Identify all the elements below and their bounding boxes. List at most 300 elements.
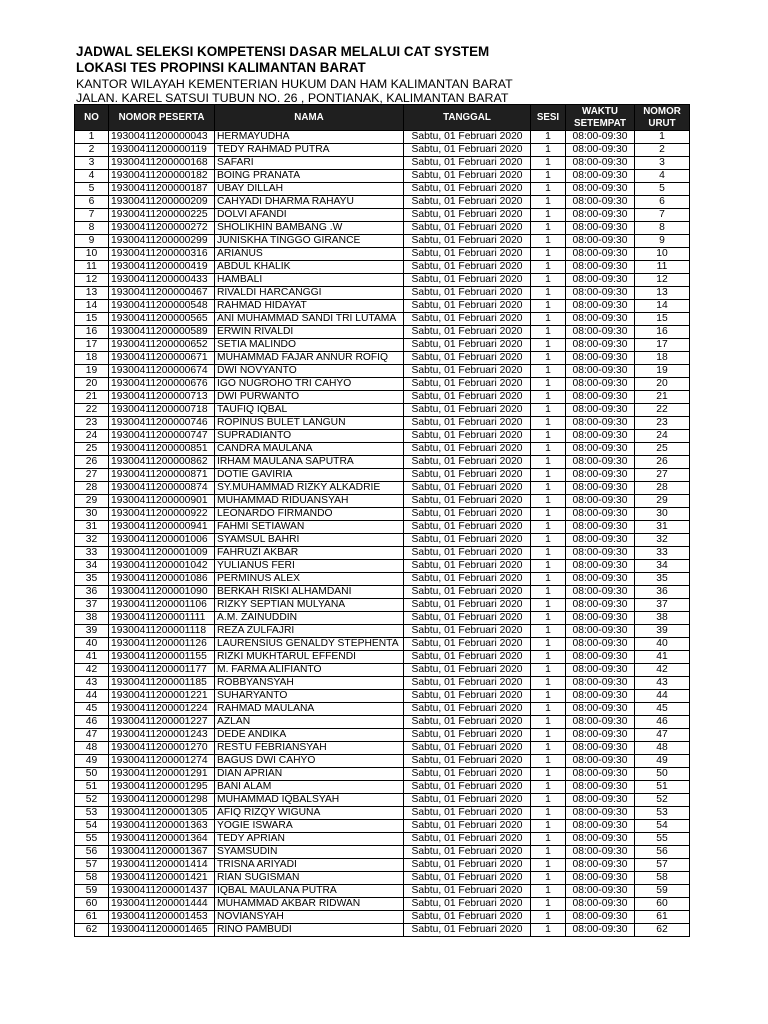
cell-nomor-peserta: 19300411200001106 bbox=[109, 599, 215, 612]
cell-sesi: 1 bbox=[531, 599, 566, 612]
cell-waktu: 08:00-09:30 bbox=[566, 495, 635, 508]
cell-nama: A.M. ZAINUDDIN bbox=[215, 612, 404, 625]
table-row bbox=[75, 456, 690, 469]
cell-nomor-urut: 52 bbox=[635, 794, 690, 807]
cell-nomor-urut: 19 bbox=[635, 365, 690, 378]
cell-no: 42 bbox=[75, 664, 109, 677]
cell-nomor-peserta: 19300411200001421 bbox=[109, 872, 215, 885]
cell-nomor-peserta: 19300411200001126 bbox=[109, 638, 215, 651]
cell-nomor-peserta: 19300411200000043 bbox=[109, 131, 215, 144]
cell-waktu: 08:00-09:30 bbox=[566, 183, 635, 196]
cell-nama: DWI PURWANTO bbox=[215, 391, 404, 404]
cell-waktu: 08:00-09:30 bbox=[566, 560, 635, 573]
cell-waktu: 08:00-09:30 bbox=[566, 534, 635, 547]
cell-waktu: 08:00-09:30 bbox=[566, 703, 635, 716]
cell-nama: IGO NUGROHO TRI CAHYO bbox=[215, 378, 404, 391]
cell-tanggal: Sabtu, 01 Februari 2020 bbox=[404, 599, 531, 612]
cell-sesi: 1 bbox=[531, 729, 566, 742]
cell-nomor-peserta: 19300411200000168 bbox=[109, 157, 215, 170]
cell-nama: DWI NOVYANTO bbox=[215, 365, 404, 378]
cell-nomor-urut: 33 bbox=[635, 547, 690, 560]
cell-sesi: 1 bbox=[531, 703, 566, 716]
cell-nomor-peserta: 19300411200000225 bbox=[109, 209, 215, 222]
cell-waktu: 08:00-09:30 bbox=[566, 300, 635, 313]
cell-nama: UBAY DILLAH bbox=[215, 183, 404, 196]
cell-no: 3 bbox=[75, 157, 109, 170]
cell-waktu: 08:00-09:30 bbox=[566, 261, 635, 274]
table-row bbox=[75, 222, 690, 235]
cell-tanggal: Sabtu, 01 Februari 2020 bbox=[404, 885, 531, 898]
cell-nama: CANDRA MAULANA bbox=[215, 443, 404, 456]
cell-waktu: 08:00-09:30 bbox=[566, 716, 635, 729]
cell-sesi: 1 bbox=[531, 261, 566, 274]
table-row bbox=[75, 157, 690, 170]
table-row bbox=[75, 196, 690, 209]
cell-no: 6 bbox=[75, 196, 109, 209]
cell-sesi: 1 bbox=[531, 235, 566, 248]
cell-tanggal: Sabtu, 01 Februari 2020 bbox=[404, 677, 531, 690]
cell-no: 8 bbox=[75, 222, 109, 235]
cell-nomor-urut: 15 bbox=[635, 313, 690, 326]
cell-tanggal: Sabtu, 01 Februari 2020 bbox=[404, 612, 531, 625]
cell-sesi: 1 bbox=[531, 560, 566, 573]
cell-no: 19 bbox=[75, 365, 109, 378]
cell-sesi: 1 bbox=[531, 313, 566, 326]
cell-sesi: 1 bbox=[531, 638, 566, 651]
cell-waktu: 08:00-09:30 bbox=[566, 352, 635, 365]
cell-tanggal: Sabtu, 01 Februari 2020 bbox=[404, 742, 531, 755]
cell-no: 54 bbox=[75, 820, 109, 833]
cell-waktu: 08:00-09:30 bbox=[566, 690, 635, 703]
cell-tanggal: Sabtu, 01 Februari 2020 bbox=[404, 404, 531, 417]
cell-waktu: 08:00-09:30 bbox=[566, 248, 635, 261]
cell-nama: LEONARDO FIRMANDO bbox=[215, 508, 404, 521]
cell-no: 60 bbox=[75, 898, 109, 911]
cell-nomor-urut: 7 bbox=[635, 209, 690, 222]
cell-waktu: 08:00-09:30 bbox=[566, 365, 635, 378]
cell-nama: TRISNA ARIYADI bbox=[215, 859, 404, 872]
cell-nomor-peserta: 19300411200000747 bbox=[109, 430, 215, 443]
cell-nama: SHOLIKHIN BAMBANG .W bbox=[215, 222, 404, 235]
cell-tanggal: Sabtu, 01 Februari 2020 bbox=[404, 300, 531, 313]
cell-tanggal: Sabtu, 01 Februari 2020 bbox=[404, 391, 531, 404]
cell-sesi: 1 bbox=[531, 573, 566, 586]
cell-nomor-peserta: 19300411200000299 bbox=[109, 235, 215, 248]
cell-nomor-peserta: 19300411200000182 bbox=[109, 170, 215, 183]
table-row bbox=[75, 144, 690, 157]
cell-nomor-urut: 22 bbox=[635, 404, 690, 417]
cell-nomor-peserta: 19300411200001221 bbox=[109, 690, 215, 703]
cell-sesi: 1 bbox=[531, 183, 566, 196]
cell-nomor-urut: 41 bbox=[635, 651, 690, 664]
cell-waktu: 08:00-09:30 bbox=[566, 872, 635, 885]
cell-nomor-urut: 11 bbox=[635, 261, 690, 274]
cell-no: 33 bbox=[75, 547, 109, 560]
col-header-urut-line2: URUT bbox=[648, 117, 676, 129]
col-header-waktu-line2: SETEMPAT bbox=[574, 117, 626, 129]
cell-sesi: 1 bbox=[531, 833, 566, 846]
cell-no: 51 bbox=[75, 781, 109, 794]
cell-nomor-peserta: 19300411200001086 bbox=[109, 573, 215, 586]
cell-waktu: 08:00-09:30 bbox=[566, 612, 635, 625]
cell-sesi: 1 bbox=[531, 157, 566, 170]
cell-nomor-peserta: 19300411200001155 bbox=[109, 651, 215, 664]
cell-nomor-urut: 8 bbox=[635, 222, 690, 235]
cell-no: 49 bbox=[75, 755, 109, 768]
cell-nomor-peserta: 19300411200001227 bbox=[109, 716, 215, 729]
cell-nomor-peserta: 19300411200000901 bbox=[109, 495, 215, 508]
office-address: JALAN. KAREL SATSUI TUBUN NO. 26 , PONTIANAK, KALIMANTAN BARAT bbox=[76, 91, 509, 105]
table-row bbox=[75, 729, 690, 742]
cell-nomor-peserta: 19300411200001270 bbox=[109, 742, 215, 755]
cell-tanggal: Sabtu, 01 Februari 2020 bbox=[404, 456, 531, 469]
cell-waktu: 08:00-09:30 bbox=[566, 781, 635, 794]
cell-no: 41 bbox=[75, 651, 109, 664]
table-row bbox=[75, 898, 690, 911]
cell-nomor-peserta: 19300411200001364 bbox=[109, 833, 215, 846]
document-subtitle: LOKASI TES PROPINSI KALIMANTAN BARAT bbox=[76, 60, 366, 75]
cell-sesi: 1 bbox=[531, 495, 566, 508]
cell-nomor-urut: 2 bbox=[635, 144, 690, 157]
cell-nomor-urut: 29 bbox=[635, 495, 690, 508]
cell-sesi: 1 bbox=[531, 781, 566, 794]
cell-waktu: 08:00-09:30 bbox=[566, 404, 635, 417]
cell-no: 32 bbox=[75, 534, 109, 547]
cell-no: 29 bbox=[75, 495, 109, 508]
cell-nomor-peserta: 19300411200000674 bbox=[109, 365, 215, 378]
cell-sesi: 1 bbox=[531, 651, 566, 664]
cell-sesi: 1 bbox=[531, 625, 566, 638]
cell-nama: CAHYADI DHARMA RAHAYU bbox=[215, 196, 404, 209]
cell-nomor-peserta: 19300411200001274 bbox=[109, 755, 215, 768]
cell-nomor-urut: 23 bbox=[635, 417, 690, 430]
table-row bbox=[75, 430, 690, 443]
cell-tanggal: Sabtu, 01 Februari 2020 bbox=[404, 794, 531, 807]
cell-no: 16 bbox=[75, 326, 109, 339]
cell-nomor-urut: 46 bbox=[635, 716, 690, 729]
cell-waktu: 08:00-09:30 bbox=[566, 222, 635, 235]
schedule-table bbox=[74, 104, 690, 937]
table-row bbox=[75, 261, 690, 274]
table-header bbox=[75, 105, 690, 131]
cell-sesi: 1 bbox=[531, 755, 566, 768]
cell-tanggal: Sabtu, 01 Februari 2020 bbox=[404, 235, 531, 248]
table-row bbox=[75, 612, 690, 625]
cell-nomor-urut: 47 bbox=[635, 729, 690, 742]
cell-no: 30 bbox=[75, 508, 109, 521]
cell-tanggal: Sabtu, 01 Februari 2020 bbox=[404, 729, 531, 742]
cell-tanggal: Sabtu, 01 Februari 2020 bbox=[404, 261, 531, 274]
cell-nomor-peserta: 19300411200001243 bbox=[109, 729, 215, 742]
cell-waktu: 08:00-09:30 bbox=[566, 326, 635, 339]
cell-nomor-peserta: 19300411200001363 bbox=[109, 820, 215, 833]
cell-tanggal: Sabtu, 01 Februari 2020 bbox=[404, 222, 531, 235]
table-row bbox=[75, 599, 690, 612]
cell-nomor-peserta: 19300411200000589 bbox=[109, 326, 215, 339]
cell-nama: SYAMSUDIN bbox=[215, 846, 404, 859]
table-row bbox=[75, 235, 690, 248]
cell-sesi: 1 bbox=[531, 807, 566, 820]
cell-nama: MUHAMMAD IQBALSYAH bbox=[215, 794, 404, 807]
cell-nomor-urut: 9 bbox=[635, 235, 690, 248]
cell-waktu: 08:00-09:30 bbox=[566, 859, 635, 872]
table-row bbox=[75, 482, 690, 495]
cell-waktu: 08:00-09:30 bbox=[566, 911, 635, 924]
cell-nomor-peserta: 19300411200001414 bbox=[109, 859, 215, 872]
table-row bbox=[75, 417, 690, 430]
cell-nomor-peserta: 19300411200000433 bbox=[109, 274, 215, 287]
cell-nomor-peserta: 19300411200001090 bbox=[109, 586, 215, 599]
table-row bbox=[75, 352, 690, 365]
cell-sesi: 1 bbox=[531, 820, 566, 833]
cell-no: 27 bbox=[75, 469, 109, 482]
cell-nomor-peserta: 19300411200000941 bbox=[109, 521, 215, 534]
cell-no: 13 bbox=[75, 287, 109, 300]
cell-no: 1 bbox=[75, 131, 109, 144]
cell-nomor-urut: 61 bbox=[635, 911, 690, 924]
cell-nomor-urut: 32 bbox=[635, 534, 690, 547]
cell-nomor-peserta: 19300411200001118 bbox=[109, 625, 215, 638]
cell-tanggal: Sabtu, 01 Februari 2020 bbox=[404, 911, 531, 924]
cell-sesi: 1 bbox=[531, 144, 566, 157]
cell-tanggal: Sabtu, 01 Februari 2020 bbox=[404, 157, 531, 170]
cell-nomor-urut: 36 bbox=[635, 586, 690, 599]
cell-nomor-peserta: 19300411200000119 bbox=[109, 144, 215, 157]
cell-nama: DOLVI AFANDI bbox=[215, 209, 404, 222]
cell-nama: MUHAMMAD AKBAR RIDWAN bbox=[215, 898, 404, 911]
cell-waktu: 08:00-09:30 bbox=[566, 417, 635, 430]
cell-waktu: 08:00-09:30 bbox=[566, 820, 635, 833]
col-header-nomor-peserta: NOMOR PESERTA bbox=[109, 105, 215, 131]
cell-tanggal: Sabtu, 01 Februari 2020 bbox=[404, 664, 531, 677]
cell-sesi: 1 bbox=[531, 924, 566, 937]
cell-no: 25 bbox=[75, 443, 109, 456]
cell-nama: BOING PRANATA bbox=[215, 170, 404, 183]
table-row bbox=[75, 924, 690, 937]
cell-tanggal: Sabtu, 01 Februari 2020 bbox=[404, 313, 531, 326]
cell-nama: RAHMAD MAULANA bbox=[215, 703, 404, 716]
cell-sesi: 1 bbox=[531, 898, 566, 911]
cell-sesi: 1 bbox=[531, 534, 566, 547]
cell-no: 48 bbox=[75, 742, 109, 755]
cell-sesi: 1 bbox=[531, 482, 566, 495]
cell-nomor-urut: 21 bbox=[635, 391, 690, 404]
cell-waktu: 08:00-09:30 bbox=[566, 625, 635, 638]
table-row bbox=[75, 859, 690, 872]
col-header-no: NO bbox=[75, 105, 109, 131]
cell-no: 20 bbox=[75, 378, 109, 391]
cell-waktu: 08:00-09:30 bbox=[566, 547, 635, 560]
cell-tanggal: Sabtu, 01 Februari 2020 bbox=[404, 131, 531, 144]
cell-no: 36 bbox=[75, 586, 109, 599]
cell-nomor-urut: 16 bbox=[635, 326, 690, 339]
cell-waktu: 08:00-09:30 bbox=[566, 144, 635, 157]
cell-sesi: 1 bbox=[531, 430, 566, 443]
cell-nama: IQBAL MAULANA PUTRA bbox=[215, 885, 404, 898]
cell-nomor-urut: 20 bbox=[635, 378, 690, 391]
cell-tanggal: Sabtu, 01 Februari 2020 bbox=[404, 534, 531, 547]
cell-tanggal: Sabtu, 01 Februari 2020 bbox=[404, 625, 531, 638]
cell-no: 23 bbox=[75, 417, 109, 430]
cell-waktu: 08:00-09:30 bbox=[566, 898, 635, 911]
cell-nama: ROPINUS BULET LANGUN bbox=[215, 417, 404, 430]
cell-nomor-peserta: 19300411200000718 bbox=[109, 404, 215, 417]
cell-sesi: 1 bbox=[531, 911, 566, 924]
cell-nama: FAHMI SETIAWAN bbox=[215, 521, 404, 534]
cell-nomor-urut: 51 bbox=[635, 781, 690, 794]
cell-nomor-urut: 53 bbox=[635, 807, 690, 820]
cell-tanggal: Sabtu, 01 Februari 2020 bbox=[404, 183, 531, 196]
cell-nama: SUHARYANTO bbox=[215, 690, 404, 703]
cell-sesi: 1 bbox=[531, 456, 566, 469]
cell-nama: M. FARMA ALIFIANTO bbox=[215, 664, 404, 677]
cell-nomor-peserta: 19300411200000187 bbox=[109, 183, 215, 196]
cell-nama: RIVALDI HARCANGGI bbox=[215, 287, 404, 300]
cell-waktu: 08:00-09:30 bbox=[566, 469, 635, 482]
cell-sesi: 1 bbox=[531, 274, 566, 287]
table-row bbox=[75, 638, 690, 651]
cell-no: 35 bbox=[75, 573, 109, 586]
cell-waktu: 08:00-09:30 bbox=[566, 586, 635, 599]
cell-nomor-peserta: 19300411200000922 bbox=[109, 508, 215, 521]
cell-nama: MUHAMMAD RIDUANSYAH bbox=[215, 495, 404, 508]
cell-nama: ABDUL KHALIK bbox=[215, 261, 404, 274]
table-row bbox=[75, 547, 690, 560]
cell-sesi: 1 bbox=[531, 846, 566, 859]
cell-nama: SYAMSUL BAHRI bbox=[215, 534, 404, 547]
cell-nama: ARIANUS bbox=[215, 248, 404, 261]
table-row bbox=[75, 703, 690, 716]
cell-sesi: 1 bbox=[531, 443, 566, 456]
cell-waktu: 08:00-09:30 bbox=[566, 677, 635, 690]
cell-nomor-peserta: 19300411200000316 bbox=[109, 248, 215, 261]
office-name: KANTOR WILAYAH KEMENTERIAN HUKUM DAN HAM KALIMANTAN BARAT bbox=[76, 77, 513, 91]
cell-waktu: 08:00-09:30 bbox=[566, 924, 635, 937]
cell-tanggal: Sabtu, 01 Februari 2020 bbox=[404, 846, 531, 859]
table-row bbox=[75, 846, 690, 859]
cell-waktu: 08:00-09:30 bbox=[566, 287, 635, 300]
cell-nomor-urut: 34 bbox=[635, 560, 690, 573]
cell-nama: RIZKY SEPTIAN MULYANA bbox=[215, 599, 404, 612]
cell-nomor-urut: 6 bbox=[635, 196, 690, 209]
cell-nomor-urut: 42 bbox=[635, 664, 690, 677]
cell-waktu: 08:00-09:30 bbox=[566, 846, 635, 859]
cell-nomor-peserta: 19300411200001453 bbox=[109, 911, 215, 924]
cell-nomor-peserta: 19300411200001006 bbox=[109, 534, 215, 547]
cell-nomor-urut: 10 bbox=[635, 248, 690, 261]
cell-nama: MUHAMMAD FAJAR ANNUR ROFIQ bbox=[215, 352, 404, 365]
cell-sesi: 1 bbox=[531, 872, 566, 885]
cell-nama: REZA ZULFAJRI bbox=[215, 625, 404, 638]
cell-nama: ERWIN RIVALDI bbox=[215, 326, 404, 339]
cell-no: 46 bbox=[75, 716, 109, 729]
cell-nomor-urut: 12 bbox=[635, 274, 690, 287]
table-row bbox=[75, 625, 690, 638]
table-row bbox=[75, 651, 690, 664]
table-row bbox=[75, 287, 690, 300]
cell-nomor-urut: 31 bbox=[635, 521, 690, 534]
cell-nomor-peserta: 19300411200000548 bbox=[109, 300, 215, 313]
cell-tanggal: Sabtu, 01 Februari 2020 bbox=[404, 326, 531, 339]
cell-no: 10 bbox=[75, 248, 109, 261]
cell-tanggal: Sabtu, 01 Februari 2020 bbox=[404, 469, 531, 482]
cell-nomor-peserta: 19300411200000467 bbox=[109, 287, 215, 300]
cell-tanggal: Sabtu, 01 Februari 2020 bbox=[404, 768, 531, 781]
cell-nomor-urut: 62 bbox=[635, 924, 690, 937]
cell-nomor-peserta: 19300411200000272 bbox=[109, 222, 215, 235]
cell-no: 24 bbox=[75, 430, 109, 443]
table-row bbox=[75, 807, 690, 820]
cell-nomor-peserta: 19300411200001437 bbox=[109, 885, 215, 898]
cell-nomor-urut: 1 bbox=[635, 131, 690, 144]
cell-tanggal: Sabtu, 01 Februari 2020 bbox=[404, 248, 531, 261]
cell-nama: TAUFIQ IQBAL bbox=[215, 404, 404, 417]
cell-waktu: 08:00-09:30 bbox=[566, 755, 635, 768]
table-row bbox=[75, 820, 690, 833]
cell-nama: YULIANUS FERI bbox=[215, 560, 404, 573]
cell-nama: AZLAN bbox=[215, 716, 404, 729]
cell-nomor-urut: 27 bbox=[635, 469, 690, 482]
cell-nomor-urut: 25 bbox=[635, 443, 690, 456]
cell-sesi: 1 bbox=[531, 222, 566, 235]
cell-tanggal: Sabtu, 01 Februari 2020 bbox=[404, 144, 531, 157]
cell-nama: RIAN SUGISMAN bbox=[215, 872, 404, 885]
table-row bbox=[75, 911, 690, 924]
cell-no: 53 bbox=[75, 807, 109, 820]
cell-nomor-peserta: 19300411200001009 bbox=[109, 547, 215, 560]
cell-waktu: 08:00-09:30 bbox=[566, 885, 635, 898]
cell-no: 28 bbox=[75, 482, 109, 495]
cell-sesi: 1 bbox=[531, 547, 566, 560]
cell-nama: TEDY APRIAN bbox=[215, 833, 404, 846]
cell-tanggal: Sabtu, 01 Februari 2020 bbox=[404, 417, 531, 430]
cell-waktu: 08:00-09:30 bbox=[566, 664, 635, 677]
table-row bbox=[75, 521, 690, 534]
cell-nomor-peserta: 19300411200000565 bbox=[109, 313, 215, 326]
cell-no: 22 bbox=[75, 404, 109, 417]
cell-no: 26 bbox=[75, 456, 109, 469]
table-row bbox=[75, 378, 690, 391]
cell-sesi: 1 bbox=[531, 885, 566, 898]
cell-sesi: 1 bbox=[531, 404, 566, 417]
cell-sesi: 1 bbox=[531, 417, 566, 430]
table-row bbox=[75, 443, 690, 456]
cell-nama: HERMAYUDHA bbox=[215, 131, 404, 144]
cell-no: 39 bbox=[75, 625, 109, 638]
cell-no: 7 bbox=[75, 209, 109, 222]
cell-nomor-urut: 59 bbox=[635, 885, 690, 898]
cell-no: 14 bbox=[75, 300, 109, 313]
cell-sesi: 1 bbox=[531, 742, 566, 755]
cell-nomor-urut: 54 bbox=[635, 820, 690, 833]
cell-nomor-peserta: 19300411200000419 bbox=[109, 261, 215, 274]
cell-no: 45 bbox=[75, 703, 109, 716]
cell-sesi: 1 bbox=[531, 521, 566, 534]
cell-waktu: 08:00-09:30 bbox=[566, 235, 635, 248]
cell-nomor-peserta: 19300411200000713 bbox=[109, 391, 215, 404]
cell-nomor-peserta: 19300411200000874 bbox=[109, 482, 215, 495]
table-row bbox=[75, 833, 690, 846]
cell-no: 47 bbox=[75, 729, 109, 742]
cell-no: 59 bbox=[75, 885, 109, 898]
cell-nama: DOTIE GAVIRIA bbox=[215, 469, 404, 482]
table-row bbox=[75, 573, 690, 586]
cell-sesi: 1 bbox=[531, 170, 566, 183]
table-row bbox=[75, 664, 690, 677]
cell-sesi: 1 bbox=[531, 768, 566, 781]
cell-waktu: 08:00-09:30 bbox=[566, 599, 635, 612]
cell-nomor-urut: 13 bbox=[635, 287, 690, 300]
